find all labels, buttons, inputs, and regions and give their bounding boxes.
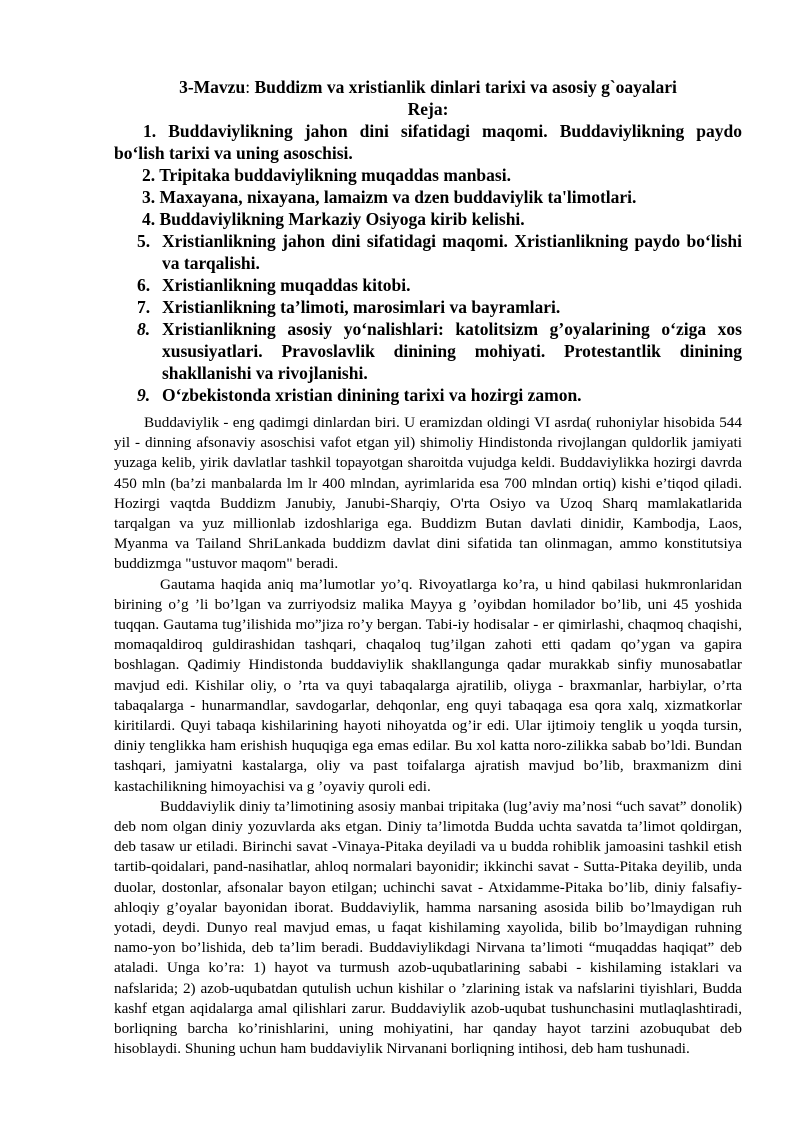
plan-item [114,274,742,296]
plan-item-number: 3. [142,187,156,207]
plan-item [114,186,742,208]
plan-item-text: Xristianlikning jahon dini sifatidagi maqomi. Xristianlikning paydo bo‘lishi va tarqalishi. [162,231,742,273]
plan-item-text: Xristianlikning muqaddas kitobi. [162,275,411,295]
plan-item-number: 8. [137,319,151,339]
plan-item-number: 2. [142,165,156,185]
plan-item [114,230,742,274]
plan-item-number: 6. [137,275,151,295]
plan-item-text: Buddaviylikning jahon dini sifatidagi maqomi. Buddaviylikning paydo bo‘lish tarixi va uning asoschisi. [114,121,743,163]
paragraph: Buddaviylik diniy ta’limotining asosiy manbai tripitaka (lug’aviy ma’nosi “uch savat” donolik) deb nom olgan diniy yozuvlarda aks etgan. Diniy ta’limotda Budda uchta savatda ta’limot qoldirgan, deb tasaw ur etiladi. Birinchi savat -Vinaya-Pitaka deyiladi va u budda rohiblik jamoasini tashkil etish tartib-qoidalari, pand-nasihatlar, ahloq normalari bayonidir; ikkinchi savat - Sutta-Pitaka deyilib, unda duolar, dostonlar, afsonalar bayon etilgan; uchinchi savat - Atxidamme-Pitaka bo’lib, diniy falsafiy-ahloqiy g’oyalar bayonidan iborat. Buddaviylik, hamma narsaning asosida bilib bo’lmaydigan ruh yotadi, deydi. Dunyo real mavjud emas, u faqat kishilaming xayolida, bilib bo’lmaydigan ruhning namo-yon bo’lishida, deb ta’lim beradi. Buddaviylikdagi Nirvana ta’limoti “muqaddas haqiqat” deb ataladi. Unga ko’ra: 1) hayot va turmush azob-uqubatlarining sababi - kishilaming istaklari va nafslarida; 2) azob-uqubatdan qutulish uchun kishilar o ’zlarining istak va nafslarini tiyishlari, Budda kashf etgan aqidalarga amal qilishlari zarur. Buddaviylik azob-uqubat tushunchasini mutlaqlashtiradi, borliqning barcha ko’rinishlarini, uning mohiyatini, har qanday hayot tarzini azobuqubat deb hisoblaydi. Shuning uchun ham buddaviylik Nirvanani borliqning intihosi, deb ham tushunadi. [114,797,742,1058]
plan-item [114,120,742,164]
plan-item [114,164,742,186]
plan-item-text: Buddaviylikning Markaziy Osiyoga kirib kelishi. [159,209,525,229]
plan-item-number: 5. [137,231,151,251]
plan-item-number: 1. [143,121,157,141]
plan-item-number: 9. [137,385,151,405]
plan-item [114,384,742,406]
plan-item-number: 4. [142,209,156,229]
plan-item [114,296,742,318]
paragraph: Buddaviylik - eng qadimgi dinlardan biri. U eramizdan oldingi VI asrda( ruhoniylar hisobida 544 yil - dinning afsonaviy asoschisi vafot etgan yil) shimoliy Hindistonda rivojlangan quldorlik jamiyati yuzaga kelib, yirik davlatlar tashkil topayotgan sharoitda vujudga keldi. Buddaviylikka hozirgi davrda 450 mln (ba’zi manbalarda lm lr 400 mlndan, ayrimlarida esa 700 mlndan ortiq) kishi e’tiqod qiladi. Hozirgi vaqtda Buddizm Janubiy, Janubi-Sharqiy, O'rta Osiyo va Uzoq Sharq mamlakatlarida tarqalgan va yuz millionlab izdoshlariga ega. Buddizm Butan davlati dinidir, Kambodja, Laos, Myanma va Tailand ShriLankada buddizm davlat dini sifatida tan olinmagan, ammo konstitutsiya buddizmga "ustuvor maqom" beradi. [114,414,742,573]
plan-item-text: Xristianlikning asosiy yo‘nalishlari: katolitsizm g’oyalarining o‘ziga xos xususiyatlari. Pravoslavlik dinining mohiyati. Protestantlik dinining shakllanishi va rivojlanishi. [162,319,742,383]
plan-item-text: Maxayana, nixayana, lamaizm va dzen buddaviylik ta'limotlari. [159,187,637,207]
paragraph: Gautama haqida aniq ma’lumotlar yo’q. Rivoyatlarga ko’ra, u hind qabilasi hukmronlaridan birining o’g ’li bo’lgan va zurriyodsiz malika Mayya g ’oyibdan homilador bo’lib, uni 45 yoshida tuqqan. Gautama tug’ilishida mo”jiza ro’y bergan. Tabi-iy hodisalar - er qimirlashi, chaqmoq chaqishi, momaqaldiroq guldirashidan tashqari, chaqaloq tug’ilgan zahoti etti qadam qo’ygan va gapira boshlagan. Qadimiy Hindistonda buddaviylik shakllangunga qadar murakkab sinfiy munosabatlar mavjud edi. Kishilar oliy, o ’rta va quyi tabaqalarga ajratilib, oliyga - braxmanlar, harbiylar, o’rta tabaqalarga - hunarmandlar, savdogarlar, dehqonlar, eng quyi tabaqaga esa qora xalq, xizmatkorlar kiritilardi. Quyi tabaqa kishilarining hayoti nihoyatda og’ir edi. Ular ijtimoiy tenglik u yoqda tursin, diniy tenglikka ham erishish huquqiga ega emas edilar. Bu xol katta noro-zilikka sabab bo’ldi. Bundan tashqari, jamiyatni kastalarga, oliy va past toifalarga ajratish mavjud bo’lib, braxmanizm dini kastachilikning himoyachisi va g ’oyaviy quroli edi. [114,575,742,795]
plan-item [114,318,742,384]
plan-item-text: O‘zbekistonda xristian dinining tarixi va hozirgi zamon. [162,385,582,405]
plan-heading: Reja: [407,99,449,119]
title-colon: : [245,77,251,97]
document-title [114,76,742,98]
plan-list [114,120,742,406]
plan-item-number: 7. [137,297,151,317]
body-text [114,413,742,1060]
title-prefix: 3-Mavzu [179,77,246,97]
title-text: Buddizm va xristianlik dinlari tarixi va asosiy g`oayalari [250,77,677,97]
document-page [114,76,742,1060]
plan-item [114,208,742,230]
plan-item-text: Xristianlikning ta’limoti, marosimlari va bayramlari. [162,297,561,317]
plan-item-text: Tripitaka buddaviylikning muqaddas manbasi. [159,165,511,185]
